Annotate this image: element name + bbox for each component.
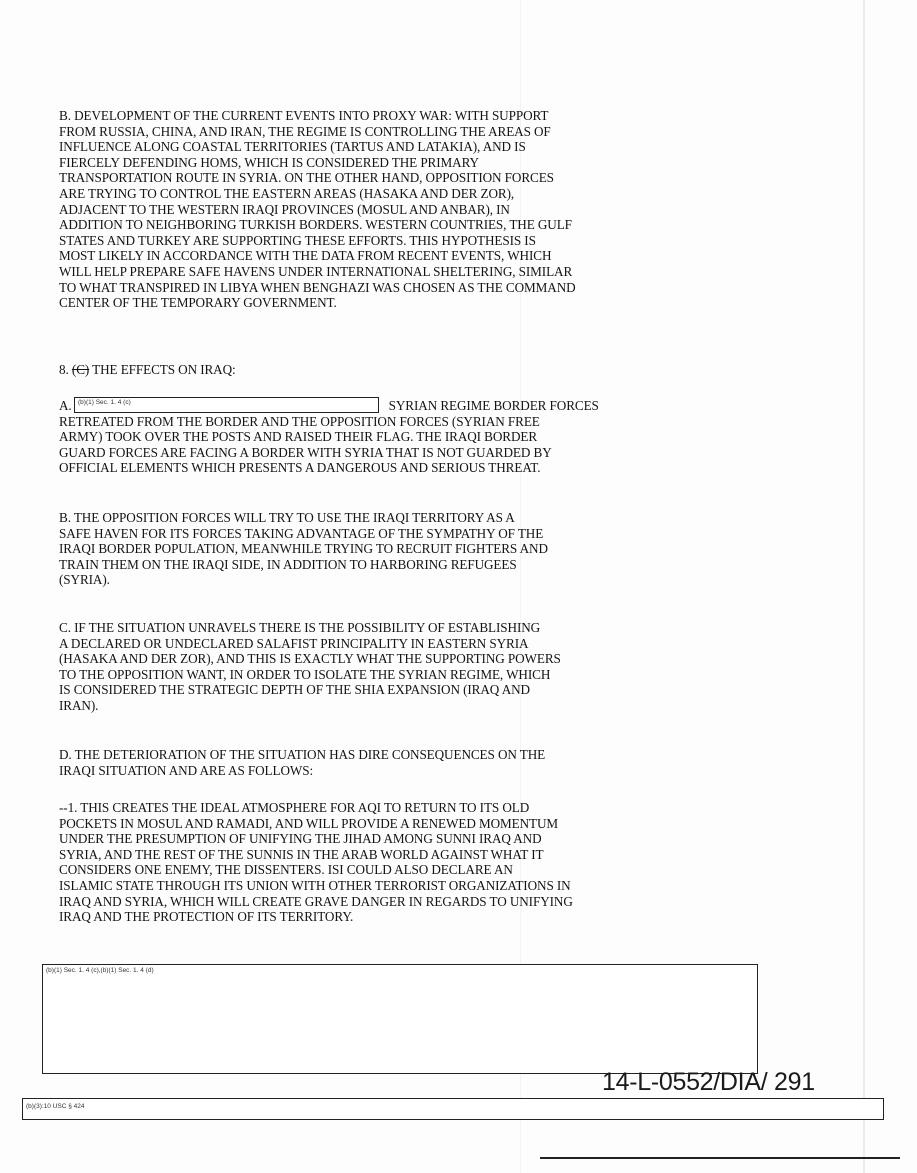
text-line: WILL HELP PREPARE SAFE HAVENS UNDER INTERNATIONAL SHELTERING, SIMILAR xyxy=(59,263,573,279)
text-line: C. IF THE SITUATION UNRAVELS THERE IS THE POSSIBILITY OF ESTABLISHING xyxy=(59,620,541,635)
text-line: ARE TRYING TO CONTROL THE EASTERN AREAS (HASAKA AND DER ZOR), xyxy=(59,185,515,201)
text-line: IRAQI BORDER POPULATION, MEANWHILE TRYING TO RECRUIT FIGHTERS AND xyxy=(59,541,548,557)
classification-marking-struck: (C) xyxy=(71,362,90,377)
text-line: STATES AND TURKEY ARE SUPPORTING THESE EFFORTS. THIS HYPOTHESIS IS xyxy=(59,232,536,248)
document-id-stamp: 14-L-0552/DIA/ 291 xyxy=(602,1068,815,1096)
paragraph-8c xyxy=(59,620,749,714)
section-title: THE EFFECTS ON IRAQ: xyxy=(92,362,236,377)
text-line: B. DEVELOPMENT OF THE CURRENT EVENTS INTO PROXY WAR: WITH SUPPORT xyxy=(59,108,549,123)
text-line: OFFICIAL ELEMENTS WHICH PRESENTS A DANGEROUS AND SERIOUS THREAT. xyxy=(59,460,541,476)
text-line: TRANSPORTATION ROUTE IN SYRIA. ON THE OTHER HAND, OPPOSITION FORCES xyxy=(59,170,554,186)
text-line: IRAQ AND SYRIA, WHICH WILL CREATE GRAVE DANGER IN REGARDS TO UNIFYING xyxy=(59,893,573,909)
text-line: INFLUENCE ALONG COASTAL TERRITORIES (TARTUS AND LATAKIA), AND IS xyxy=(59,139,526,155)
redaction-box-block xyxy=(42,964,758,1074)
text-line: MOST LIKELY IN ACCORDANCE WITH THE DATA FROM RECENT EVENTS, WHICH xyxy=(59,248,552,264)
text-line: SYRIA, AND THE REST OF THE SUNNIS IN THE ARAB WORLD AGAINST WHAT IT xyxy=(59,846,544,862)
text-line: (SYRIA). xyxy=(59,572,110,588)
text-line: GUARD FORCES ARE FACING A BORDER WITH SYRIA THAT IS NOT GUARDED BY xyxy=(59,444,552,460)
text-line: ARMY) TOOK OVER THE POSTS AND RAISED THEIR FLAG. THE IRAQI BORDER xyxy=(59,429,538,445)
text-line: TO WHAT TRANSPIRED IN LIBYA WHEN BENGHAZI WAS CHOSEN AS THE COMMAND xyxy=(59,279,576,295)
section-8-heading xyxy=(59,362,749,378)
text-line: CONSIDERS ONE ENEMY, THE DISSENTERS. ISI COULD ALSO DECLARE AN xyxy=(59,862,513,878)
text-line: FROM RUSSIA, CHINA, AND IRAN, THE REGIME IS CONTROLLING THE AREAS OF xyxy=(59,123,551,139)
redaction-exemption-label: (b)(1) Sec. 1. 4 (c) xyxy=(78,399,131,406)
text-fragment: SYRIAN REGIME BORDER FORCES xyxy=(388,398,599,413)
redaction-box-inline xyxy=(74,397,379,413)
text-line: IRAQI SITUATION AND ARE AS FOLLOWS: xyxy=(59,762,314,778)
text-line: TRAIN THEM ON THE IRAQI SIDE, IN ADDITION TO HARBORING REFUGEES xyxy=(59,556,517,572)
text-line: RETREATED FROM THE BORDER AND THE OPPOSITION FORCES (SYRIAN FREE xyxy=(59,413,540,429)
text-line: IRAQ AND THE PROTECTION OF ITS TERRITORY. xyxy=(59,909,354,925)
bottom-rule-line xyxy=(540,1157,900,1159)
paragraph-8d-item-1 xyxy=(59,800,749,925)
text-line: TO THE OPPOSITION WANT, IN ORDER TO ISOLATE THE SYRIAN REGIME, WHICH xyxy=(59,666,551,682)
paragraph-b-proxy-war xyxy=(59,108,749,311)
section-heading-line xyxy=(59,362,749,378)
text-line: B. THE OPPOSITION FORCES WILL TRY TO USE THE IRAQI TERRITORY AS A xyxy=(59,510,515,525)
text-line: ISLAMIC STATE THROUGH ITS UNION WITH OTHER TERRORIST ORGANIZATIONS IN xyxy=(59,877,571,893)
page-edge-line xyxy=(863,0,865,1173)
paragraph-prefix: A. xyxy=(59,398,72,413)
text-line: FIERCELY DEFENDING HOMS, WHICH IS CONSIDERED THE PRIMARY xyxy=(59,154,479,170)
section-number: 8. xyxy=(59,362,69,377)
text-line: CENTER OF THE TEMPORARY GOVERNMENT. xyxy=(59,295,337,311)
text-line: ADJACENT TO THE WESTERN IRAQI PROVINCES (MOSUL AND ANBAR), IN xyxy=(59,201,510,217)
footer-redaction-box xyxy=(22,1098,884,1120)
text-line: ADDITION TO NEIGHBORING TURKISH BORDERS. WESTERN COUNTRIES, THE GULF xyxy=(59,217,572,233)
text-line: POCKETS IN MOSUL AND RAMADI, AND WILL PROVIDE A RENEWED MOMENTUM xyxy=(59,815,558,831)
paragraph-8d xyxy=(59,747,749,778)
text-line: IRAN). xyxy=(59,697,99,713)
text-line: --1. THIS CREATES THE IDEAL ATMOSPHERE FOR AQI TO RETURN TO ITS OLD xyxy=(59,800,530,815)
text-line: D. THE DETERIORATION OF THE SITUATION HAS DIRE CONSEQUENCES ON THE xyxy=(59,747,546,762)
redaction-exemption-label: (b)(1) Sec. 1. 4 (c),(b)(1) Sec. 1. 4 (d) xyxy=(46,967,154,974)
paragraph-8b xyxy=(59,510,749,588)
text-line: (HASAKA AND DER ZOR), AND THIS IS EXACTLY WHAT THE SUPPORTING POWERS xyxy=(59,651,561,667)
text-line: UNDER THE PRESUMPTION OF UNIFYING THE JIHAD AMONG SUNNI IRAQ AND xyxy=(59,831,542,847)
text-line: A DECLARED OR UNDECLARED SALAFIST PRINCIPALITY IN EASTERN SYRIA xyxy=(59,635,529,651)
text-line: SAFE HAVEN FOR ITS FORCES TAKING ADVANTAGE OF THE SYMPATHY OF THE xyxy=(59,525,544,541)
text-line: IS CONSIDERED THE STRATEGIC DEPTH OF THE SHIA EXPANSION (IRAQ AND xyxy=(59,682,530,698)
footer-exemption-label: (b)(3):10 USC § 424 xyxy=(26,1103,85,1110)
